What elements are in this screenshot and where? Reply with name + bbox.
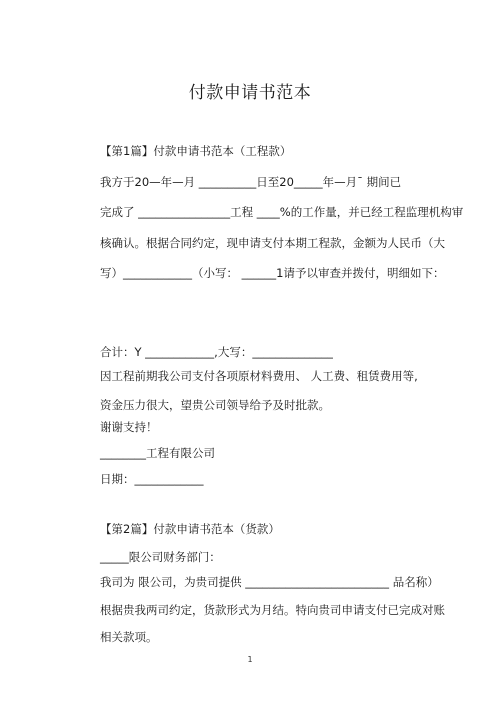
reason-line-2: 资金压力很大，望贵公司领导给予及时批款。 [100,398,330,412]
section1-heading: 【第1篇】付款申请书范本（工程款） [100,144,292,158]
addressee-line: _____限公司财务部门： [100,550,221,564]
section2-line-2: 根据贵我两司约定，货款形式为月结。特向贵司申请支付已完成对账 [100,603,445,617]
section1-line-3: 核确认。根据合同约定，现申请支付本期工程款，金额为人民币（大 [100,236,445,250]
document-title: 付款申请书范本 [188,83,312,103]
company-line: ________工程有限公司 [100,446,215,460]
reason-line-1: 因工程前期我公司支付各项原材料费用、 人工费、租赁费用等, [100,369,418,383]
section2-heading: 【第2篇】付款申请书范本（货款） [100,522,280,536]
section1-line-4: 写）____________（小写： ______1请予以审查并拨付，明细如下： [100,266,445,280]
total-line: 合计：Y ____________,大写：______________ [100,345,333,359]
page-number: 1 [247,655,253,664]
date-line: 日期：____________ [100,472,204,486]
thanks-line: 谢谢支持！ [100,420,158,434]
section1-line-1: 我方于20—年—月 __________日至20_____年—月¯ 期间已 [100,175,402,189]
section2-line-1: 我司为 限公司，为贵司提供 _________________________ 品名称） [100,575,439,589]
section2-line-3: 相关款项。 [100,630,158,644]
section1-line-2: 完成了 ________________工程 ____%的工作量，并已经工程监理机构审 [100,205,464,219]
